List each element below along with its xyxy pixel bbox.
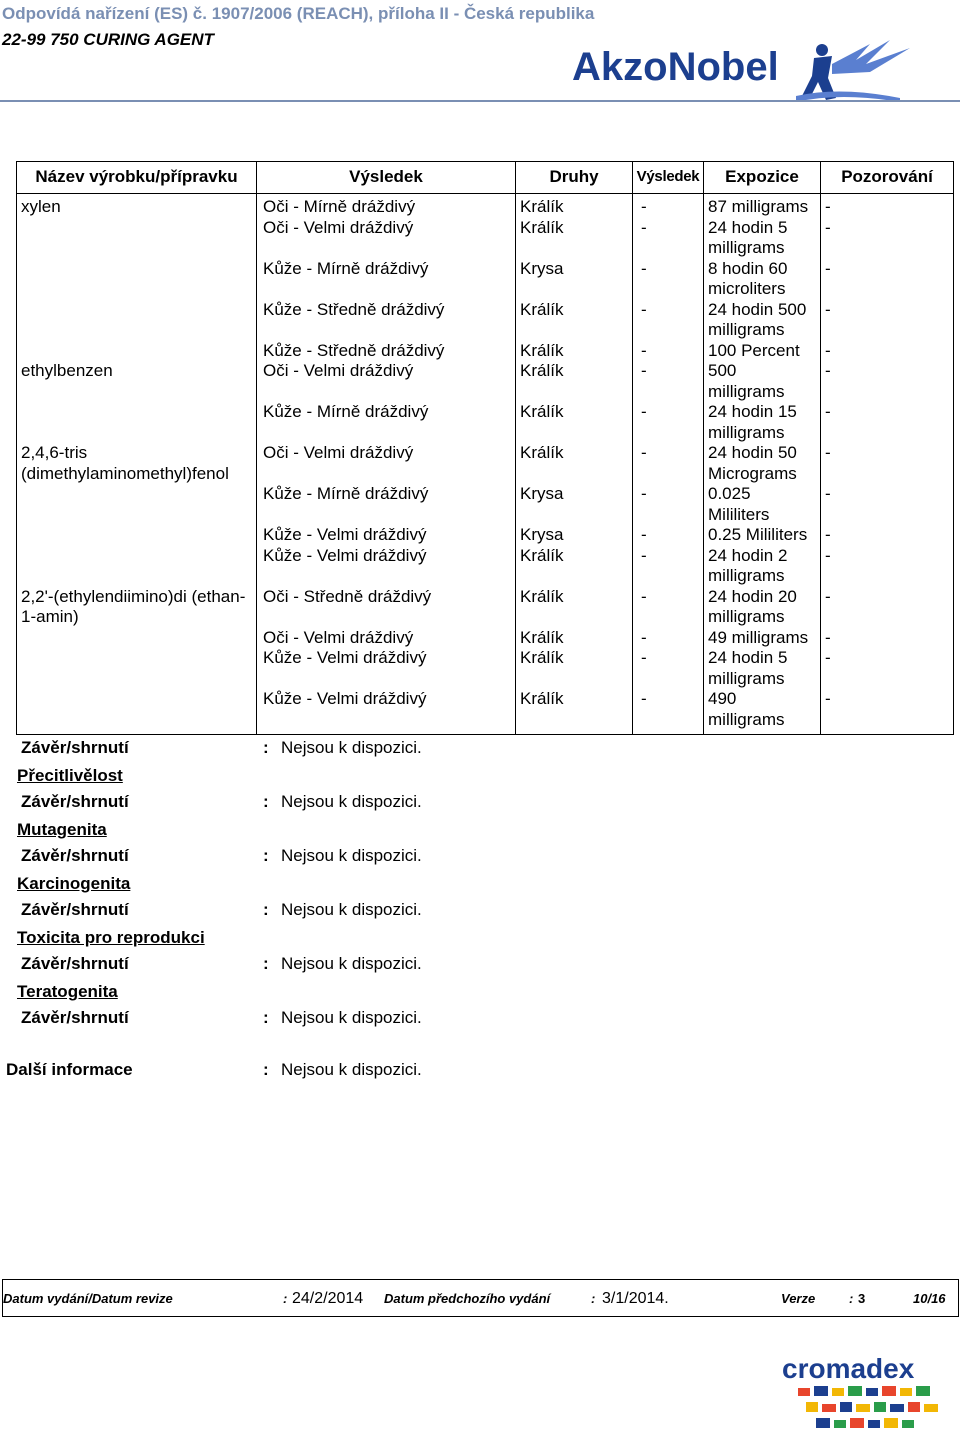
cell-species: Králík bbox=[516, 443, 633, 484]
cell-result: Kůže - Mírně dráždivý bbox=[257, 484, 516, 525]
cell-exposure: 8 hodin 60 microliters bbox=[704, 259, 821, 300]
conclusion-row bbox=[0, 900, 960, 922]
cell-result: Kůže - Mírně dráždivý bbox=[257, 402, 516, 443]
conclusion-value: Nejsou k dispozici. bbox=[281, 954, 422, 973]
cromadex-logo bbox=[780, 1350, 955, 1435]
cell-exposure: 24 hodin 2 milligrams bbox=[704, 546, 821, 587]
cell-product-name bbox=[17, 648, 257, 689]
colon: : bbox=[849, 1291, 854, 1306]
cell-exposure: 0.25 Mililiters bbox=[704, 525, 821, 546]
table-row bbox=[17, 300, 954, 341]
previous-date: 3/1/2014. bbox=[602, 1290, 669, 1307]
cell-exposure: 24 hodin 5 milligrams bbox=[704, 218, 821, 259]
col-header-result: Výsledek bbox=[257, 162, 516, 194]
cell-exposure: 490 milligrams bbox=[704, 689, 821, 735]
conclusion-row bbox=[0, 846, 960, 868]
colon: : bbox=[263, 846, 269, 865]
cell-species: Králík bbox=[516, 361, 633, 402]
cell-product-name bbox=[17, 484, 257, 525]
cell-observation: - bbox=[821, 341, 954, 362]
col-header-score: Výsledek bbox=[633, 162, 704, 194]
cromadex-stripes-icon bbox=[798, 1386, 938, 1428]
conclusion-row bbox=[0, 738, 960, 760]
cell-species: Králík bbox=[516, 341, 633, 362]
cell-score: - bbox=[633, 194, 704, 218]
cell-product-name bbox=[17, 341, 257, 362]
page-footer bbox=[2, 1279, 959, 1317]
cell-observation: - bbox=[821, 484, 954, 525]
cell-product-name bbox=[17, 525, 257, 546]
col-header-exposure: Expozice bbox=[704, 162, 821, 194]
colon: : bbox=[263, 954, 269, 973]
cell-species: Králík bbox=[516, 546, 633, 587]
toxicity-table bbox=[16, 161, 954, 735]
cell-species: Králík bbox=[516, 689, 633, 735]
conclusion-value: Nejsou k dispozici. bbox=[281, 738, 422, 757]
cell-exposure: 24 hodin 5 milligrams bbox=[704, 648, 821, 689]
cell-exposure: 24 hodin 500 milligrams bbox=[704, 300, 821, 341]
colon: : bbox=[263, 792, 269, 811]
cromadex-wordmark: cromadex bbox=[782, 1353, 915, 1384]
cell-score: - bbox=[633, 648, 704, 689]
version-label: Verze bbox=[781, 1291, 816, 1306]
cell-score: - bbox=[633, 525, 704, 546]
cell-score: - bbox=[633, 341, 704, 362]
table-row bbox=[17, 259, 954, 300]
cell-observation: - bbox=[821, 648, 954, 689]
further-info-label: Další informace bbox=[6, 1060, 133, 1079]
conclusion-value: Nejsou k dispozici. bbox=[281, 846, 422, 865]
cell-result: Oči - Středně dráždivý bbox=[257, 587, 516, 628]
cell-species: Králík bbox=[516, 194, 633, 218]
table-row bbox=[17, 484, 954, 525]
cell-result: Kůže - Mírně dráždivý bbox=[257, 259, 516, 300]
colon: : bbox=[263, 738, 269, 757]
conclusion-label: Závěr/shrnutí bbox=[21, 792, 129, 811]
regulation-header: Odpovídá nařízení (ES) č. 1907/2006 (REACH), příloha II - Česká republika bbox=[2, 4, 595, 23]
cell-species: Krysa bbox=[516, 484, 633, 525]
table-row bbox=[17, 341, 954, 362]
issue-date: 24/2/2014 bbox=[292, 1290, 364, 1307]
cell-product-name bbox=[17, 402, 257, 443]
cell-score: - bbox=[633, 484, 704, 525]
col-header-product: Název výrobku/přípravku bbox=[17, 162, 257, 194]
colon: : bbox=[263, 1008, 269, 1027]
cell-observation: - bbox=[821, 628, 954, 649]
cell-product-name bbox=[17, 689, 257, 735]
conclusion-row bbox=[0, 954, 960, 976]
version-number: 3 bbox=[858, 1291, 866, 1306]
cell-species: Králík bbox=[516, 218, 633, 259]
cell-score: - bbox=[633, 259, 704, 300]
cell-result: Kůže - Velmi dráždivý bbox=[257, 525, 516, 546]
cell-species: Králík bbox=[516, 300, 633, 341]
col-header-observation: Pozorování bbox=[821, 162, 954, 194]
cell-exposure: 87 milligrams bbox=[704, 194, 821, 218]
cell-product-name: 2,2'-(ethylendiimino)di (ethan-1-amin) bbox=[17, 587, 257, 628]
cell-observation: - bbox=[821, 218, 954, 259]
cell-exposure: 0.025 Mililiters bbox=[704, 484, 821, 525]
cell-species: Krysa bbox=[516, 259, 633, 300]
colon: : bbox=[263, 900, 269, 919]
cell-result: Oči - Velmi dráždivý bbox=[257, 361, 516, 402]
cell-exposure: 100 Percent bbox=[704, 341, 821, 362]
table-row bbox=[17, 525, 954, 546]
cell-score: - bbox=[633, 587, 704, 628]
cell-result: Kůže - Velmi dráždivý bbox=[257, 546, 516, 587]
issue-date-label: Datum vydání/Datum revize bbox=[3, 1291, 173, 1306]
conclusion-label: Závěr/shrnutí bbox=[21, 954, 129, 973]
logo-figure-icon bbox=[796, 40, 910, 102]
product-name: 22-99 750 CURING AGENT bbox=[2, 30, 214, 49]
cell-score: - bbox=[633, 689, 704, 735]
table-row bbox=[17, 689, 954, 735]
cell-product-name: ethylbenzen bbox=[17, 361, 257, 402]
section-sensitization: Přecitlivělost bbox=[17, 766, 123, 785]
conclusion-row bbox=[0, 792, 960, 814]
conclusion-row bbox=[0, 1008, 960, 1030]
conclusion-label: Závěr/shrnutí bbox=[21, 1008, 129, 1027]
cell-species: Krysa bbox=[516, 525, 633, 546]
section-mutagenicity: Mutagenita bbox=[17, 820, 107, 839]
cell-result: Kůže - Středně dráždivý bbox=[257, 300, 516, 341]
cell-exposure: 500 milligrams bbox=[704, 361, 821, 402]
cell-product-name bbox=[17, 259, 257, 300]
colon: : bbox=[283, 1291, 288, 1306]
cell-observation: - bbox=[821, 194, 954, 218]
cell-observation: - bbox=[821, 443, 954, 484]
table-row bbox=[17, 546, 954, 587]
cell-score: - bbox=[633, 443, 704, 484]
cell-observation: - bbox=[821, 587, 954, 628]
cell-species: Králík bbox=[516, 587, 633, 628]
cell-product-name: xylen bbox=[17, 194, 257, 218]
conclusion-label: Závěr/shrnutí bbox=[21, 900, 129, 919]
further-info-value: Nejsou k dispozici. bbox=[281, 1060, 422, 1079]
table-row bbox=[17, 628, 954, 649]
cell-species: Králík bbox=[516, 402, 633, 443]
section-carcinogenicity: Karcinogenita bbox=[17, 874, 131, 893]
cell-result: Oči - Mírně dráždivý bbox=[257, 194, 516, 218]
cell-result: Oči - Velmi dráždivý bbox=[257, 218, 516, 259]
cell-product-name bbox=[17, 628, 257, 649]
section-reproductive-toxicity: Toxicita pro reprodukci bbox=[17, 928, 205, 947]
conclusion-value: Nejsou k dispozici. bbox=[281, 1008, 422, 1027]
cell-exposure: 24 hodin 20 milligrams bbox=[704, 587, 821, 628]
conclusion-value: Nejsou k dispozici. bbox=[281, 900, 422, 919]
conclusion-value: Nejsou k dispozici. bbox=[281, 792, 422, 811]
cell-observation: - bbox=[821, 689, 954, 735]
cell-observation: - bbox=[821, 300, 954, 341]
col-header-species: Druhy bbox=[516, 162, 633, 194]
colon: : bbox=[591, 1291, 596, 1306]
table-row bbox=[17, 402, 954, 443]
further-info-row bbox=[0, 1060, 960, 1082]
cell-exposure: 49 milligrams bbox=[704, 628, 821, 649]
logo-wordmark: AkzoNobel bbox=[572, 45, 779, 89]
cell-product-name bbox=[17, 218, 257, 259]
table-header-row bbox=[17, 162, 954, 194]
cell-product-name bbox=[17, 300, 257, 341]
cell-score: - bbox=[633, 546, 704, 587]
header-rule bbox=[0, 100, 960, 102]
previous-date-label: Datum předchozího vydání bbox=[384, 1291, 551, 1306]
table-row bbox=[17, 443, 954, 484]
table-row bbox=[17, 648, 954, 689]
akzonobel-logo bbox=[570, 38, 920, 106]
cell-observation: - bbox=[821, 402, 954, 443]
cell-result: Kůže - Středně dráždivý bbox=[257, 341, 516, 362]
cell-score: - bbox=[633, 300, 704, 341]
conclusion-label: Závěr/shrnutí bbox=[21, 738, 129, 757]
colon: : bbox=[263, 1060, 269, 1079]
page-number: 10/16 bbox=[913, 1291, 946, 1306]
cell-score: - bbox=[633, 402, 704, 443]
cell-observation: - bbox=[821, 525, 954, 546]
table-row bbox=[17, 361, 954, 402]
cell-score: - bbox=[633, 361, 704, 402]
cell-result: Oči - Velmi dráždivý bbox=[257, 443, 516, 484]
conclusion-label: Závěr/shrnutí bbox=[21, 846, 129, 865]
cell-result: Kůže - Velmi dráždivý bbox=[257, 648, 516, 689]
cell-product-name bbox=[17, 546, 257, 587]
cell-species: Králík bbox=[516, 648, 633, 689]
cell-score: - bbox=[633, 218, 704, 259]
section-teratogenicity: Teratogenita bbox=[17, 982, 118, 1001]
cell-exposure: 24 hodin 50 Micrograms bbox=[704, 443, 821, 484]
cell-score: - bbox=[633, 628, 704, 649]
cell-observation: - bbox=[821, 259, 954, 300]
cell-species: Králík bbox=[516, 628, 633, 649]
table-row bbox=[17, 587, 954, 628]
cell-observation: - bbox=[821, 546, 954, 587]
cell-observation: - bbox=[821, 361, 954, 402]
table-row bbox=[17, 218, 954, 259]
cell-result: Oči - Velmi dráždivý bbox=[257, 628, 516, 649]
cell-result: Kůže - Velmi dráždivý bbox=[257, 689, 516, 735]
table-row bbox=[17, 194, 954, 218]
cell-product-name: 2,4,6-tris (dimethylaminomethyl)fenol bbox=[17, 443, 257, 484]
cell-exposure: 24 hodin 15 milligrams bbox=[704, 402, 821, 443]
